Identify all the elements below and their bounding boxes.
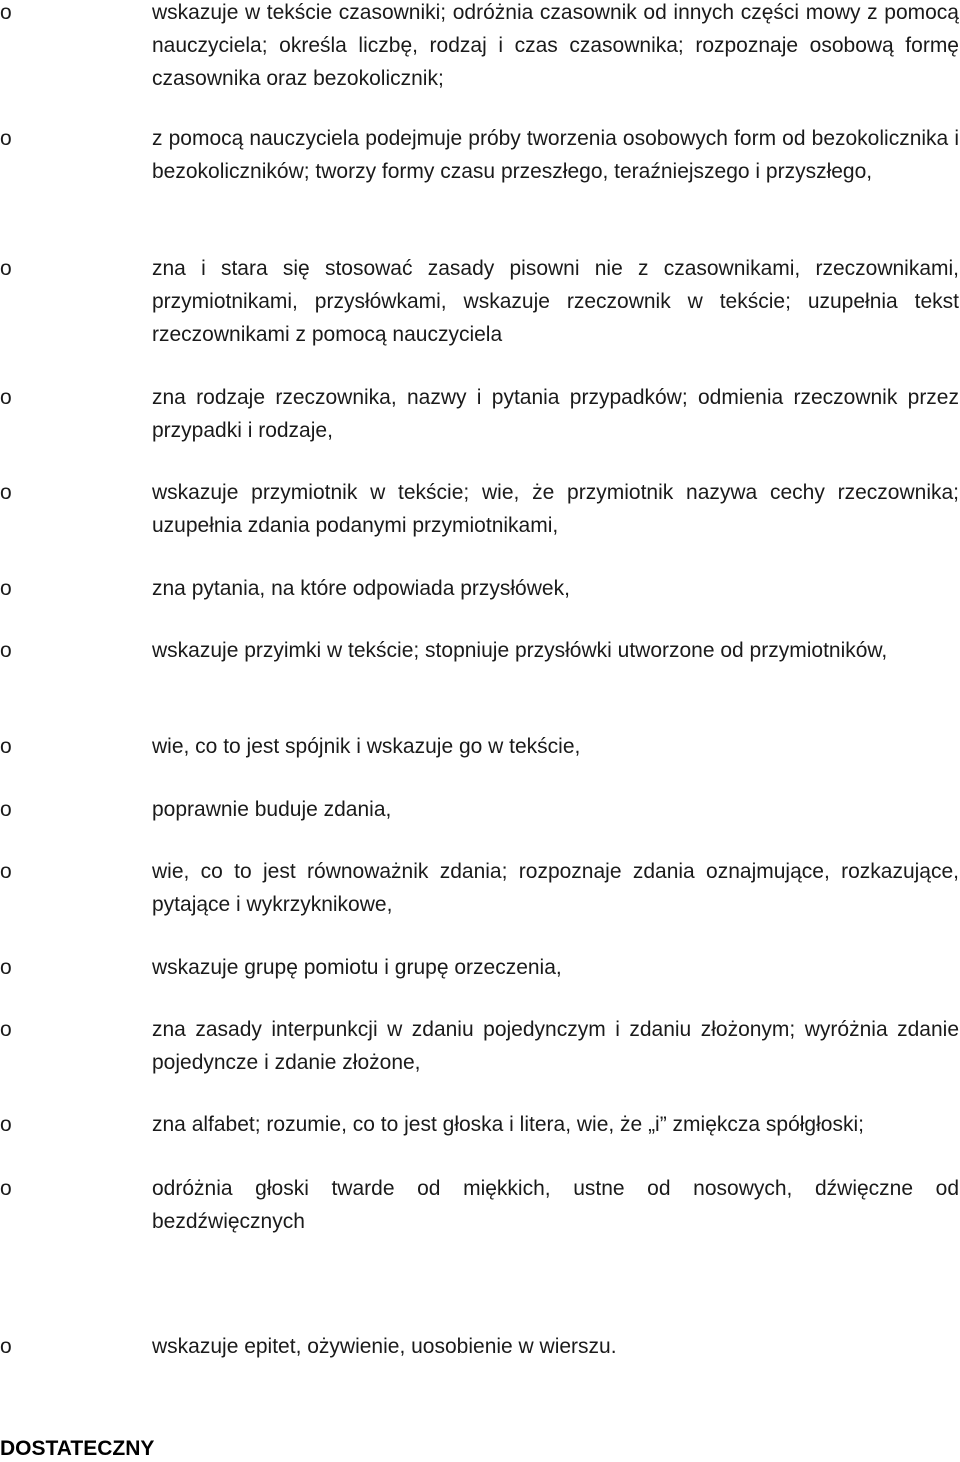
list-item-text: zna zasady interpunkcji w zdaniu pojedynczym i zdaniu złożonym; wyróżnia zdanie pojedyncze i zdanie złożone, [152,1018,959,1074]
bullet-marker: o [0,386,12,409]
bullet-marker: o [0,481,12,504]
bullet-marker: o [0,1018,12,1041]
list-item-text: wskazuje przyimki w tekście; stopniuje przysłówki utworzone od przymiotników, [152,639,888,662]
bullet-marker: o [0,798,12,821]
list-item-text: zna rodzaje rzeczownika, nazwy i pytania przypadków; odmienia rzeczownik przez przypadki i rodzaje, [152,386,959,442]
list-item-text: poprawnie buduje zdania, [152,798,392,821]
list-item-text: wskazuje epitet, ożywienie, uosobienie w wierszu. [152,1335,617,1358]
list-item-text: z pomocą nauczyciela podejmuje próby tworzenia osobowych form od bezokolicznika i bezokoliczników; tworzy formy czasu przeszłego, teraźniejszego i przyszłego, [152,127,959,183]
list-item-text: wskazuje przymiotnik w tekście; wie, że przymiotnik nazywa cechy rzeczownika; uzupełnia zdania podanymi przymiotnikami, [152,481,959,537]
bullet-marker: o [0,127,12,150]
list-item-text: wskazuje w tekście czasowniki; odróżnia czasownik od innych części mowy z pomocą nauczyciela; określa liczbę, rodzaj i czas czasownika; rozpoznaje osobową formę czasownika oraz bezokolicznik; [152,1,959,90]
bullet-marker: o [0,735,12,758]
bullet-marker: o [0,1113,12,1136]
list-item-text: odróżnia głoski twarde od miękkich, ustne od nosowych, dźwięczne od bezdźwięcznych [152,1177,959,1233]
grade-heading: DOSTATECZNY [0,1437,155,1460]
list-item-text: zna pytania, na które odpowiada przysłówek, [152,577,570,600]
bullet-marker: o [0,257,12,280]
bullet-marker: o [0,1,12,24]
bullet-marker: o [0,577,12,600]
list-item-text: wie, co to jest równoważnik zdania; rozpoznaje zdania oznajmujące, rozkazujące, pytające i wykrzyknikowe, [152,860,959,916]
bullet-marker: o [0,639,12,662]
bullet-marker: o [0,860,12,883]
bullet-marker: o [0,956,12,979]
list-item-text: zna alfabet; rozumie, co to jest głoska i litera, wie, że „i” zmiękcza spółgłoski; [152,1113,864,1136]
bullet-marker: o [0,1335,12,1358]
list-item-text: wie, co to jest spójnik i wskazuje go w tekście, [152,735,581,758]
list-item-text: wskazuje grupę pomiotu i grupę orzeczenia, [152,956,562,979]
list-item-text: zna i stara się stosować zasady pisowni nie z czasownikami, rzeczownikami, przymiotnikami, przysłówkami, wskazuje rzeczownik w tekście; uzupełnia tekst rzeczownikami z pomocą nauczyciela [152,257,959,346]
bullet-marker: o [0,1177,12,1200]
